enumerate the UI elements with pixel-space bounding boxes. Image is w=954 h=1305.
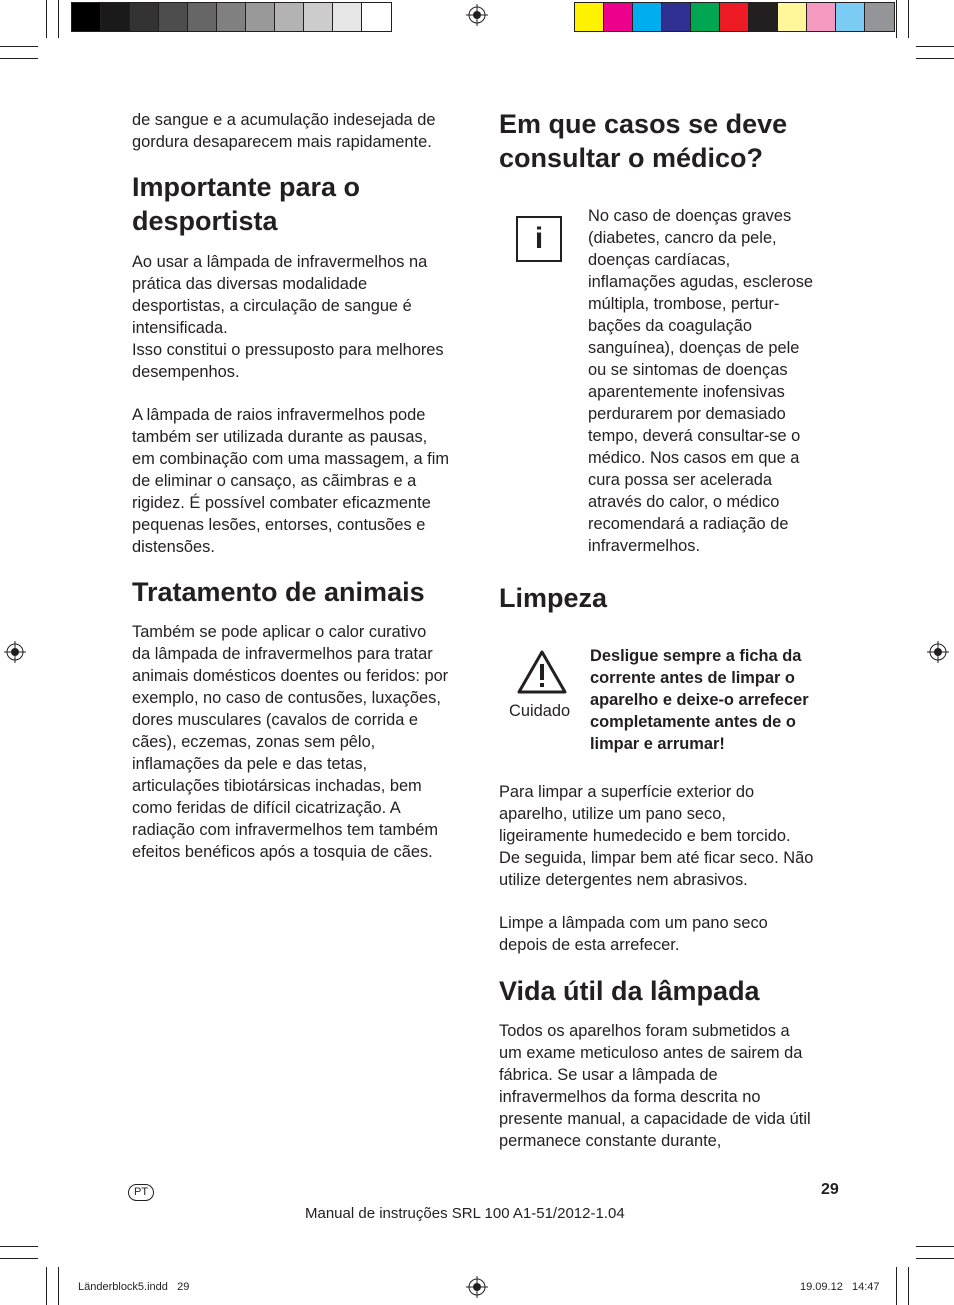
cmyk-color-bar (574, 2, 895, 32)
section-title-cleaning: Limpeza (499, 583, 608, 613)
gray-swatch (333, 3, 362, 31)
intro-paragraph: de sangue e a acumulação indesejada de gordura desaparecem mais rapidamente. (132, 111, 436, 151)
color-swatch (604, 3, 633, 31)
warning-triangle-icon (516, 649, 568, 695)
sportsman-paragraph-2: A lâmpada de raios infravermelhos pode também ser utilizada durante as pausas, em combinação com uma massagem, a fim de eliminar o cansaço, as cãimbras e a rigidez. É possível combater eficazmente pequenas lesões, entorses, contusões e distensões. (132, 406, 450, 556)
gray-swatch (72, 3, 101, 31)
color-swatch (778, 3, 807, 31)
info-icon (516, 216, 562, 262)
gray-swatch (188, 3, 217, 31)
gray-swatch (275, 3, 304, 31)
gray-swatch (246, 3, 275, 31)
gray-swatch (130, 3, 159, 31)
cleaning-paragraph-2: Limpe a lâmpada com um pano seco depois de esta arrefecer. (499, 914, 768, 954)
color-swatch (691, 3, 720, 31)
color-swatch (662, 3, 691, 31)
gray-swatch (217, 3, 246, 31)
manual-reference: Manual de instruções SRL 100 A1-51/2012-1.04 (305, 1205, 625, 1222)
page-number: 29 (821, 1181, 839, 1198)
cleaning-paragraph-1: Para limpar a superfície exterior do aparelho, utilize um pano seco, ligeiramente humedecido e bem torcido. De seguida, limpar bem até ficar seco. Não utilize detergentes nem abrasivos. (499, 783, 814, 889)
color-swatch (865, 3, 894, 31)
info-icon-letter: i (534, 222, 544, 255)
language-badge: PT (128, 1184, 154, 1201)
gray-swatch (159, 3, 188, 31)
color-swatch (836, 3, 865, 31)
caution-text: Desligue sempre a ficha da corrente antes de limpar o aparelho e deixe-o arrefecer completamente antes de o limpar e arrumar! (590, 647, 809, 753)
registration-mark-right-icon (927, 641, 949, 663)
gray-swatch (362, 3, 391, 31)
lamp-life-paragraph: Todos os aparelhos foram submetidos a um exame meticuloso antes de sairem da fábrica. Se usar a lâmpada de infravermelhos da forma descrita no presente manual, a capacidade de vida útil permanece constante durante, (499, 1022, 811, 1150)
animals-paragraph: Também se pode aplicar o calor curativo da lâmpada de infravermelhos para tratar animais domésticos doentes ou feridos: por exemplo, no caso de contusões, luxações, dores musculares (cavalos de corrida e cães), eczemas, zonas sem pêlo, inflamações da pele e das tetas, articulações tibiotársicas inchadas, bem como feridas de difícil cicatrização. A radiação com infravermelhos tem também efeitos benéficos após a tosquia de cães. (132, 623, 449, 861)
doctor-paragraph: No caso de doenças graves (diabetes, cancro da pele, doenças cardíacas, inflamações agudas, esclerose múltipla, trombose, pertur- bações da coagulação sanguínea), doenças de pele ou se sintomas de doenças aparentemente inofensivas perdurarem por demasiado tempo, deverá consultar-se o médico. Nos casos em que a cura possa ser acelerada através do calor, o médico recomendará a radiação de infravermelhos. (588, 207, 814, 555)
color-swatch (807, 3, 836, 31)
color-swatch (633, 3, 662, 31)
section-title-animals: Tratamento de animais (132, 577, 425, 607)
color-swatch (575, 3, 604, 31)
section-title-lamp-life: Vida útil da lâmpada (499, 976, 760, 1006)
print-date: 19.09.12 14:47 (800, 1281, 880, 1293)
gray-swatch (101, 3, 130, 31)
color-swatch (720, 3, 749, 31)
gray-swatch (304, 3, 333, 31)
section-title-sportsman: Importante para o desportista (132, 172, 361, 236)
file-info: Länderblock5.indd 29 (78, 1281, 190, 1293)
sportsman-paragraph-1: Ao usar a lâmpada de infravermelhos na prática das diversas modalidade desportistas, a circulação de sangue é intensificada. Isso constitui o pressuposto para melhores desempenhos. (132, 253, 444, 381)
registration-mark-left-icon (4, 641, 26, 663)
registration-mark-bottom-icon (466, 1276, 488, 1298)
caution-label: Cuidado (509, 702, 571, 720)
gray-color-bar (71, 2, 392, 32)
registration-mark-top-icon (466, 4, 488, 26)
color-swatch (749, 3, 778, 31)
section-title-doctor: Em que casos se deve consultar o médico? (499, 109, 788, 173)
